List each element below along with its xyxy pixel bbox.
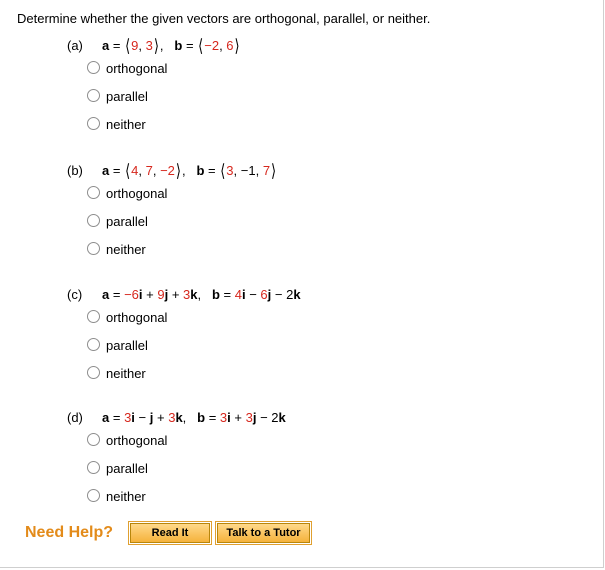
coefficient: 7	[145, 163, 153, 178]
equation-text: ,	[138, 163, 146, 178]
equation-text: +	[168, 287, 184, 302]
coefficient: 3	[226, 163, 234, 178]
option-label[interactable]: orthogonal	[106, 310, 168, 326]
option-label[interactable]: neither	[106, 117, 146, 133]
option-label[interactable]: parallel	[106, 461, 148, 477]
radio-button[interactable]	[87, 186, 100, 199]
radio-button[interactable]	[87, 61, 100, 74]
coefficient: 3	[183, 287, 191, 302]
radio-button[interactable]	[87, 489, 100, 502]
vector-symbol: b	[197, 410, 206, 425]
coefficient: 3	[219, 410, 228, 425]
vector-symbol: a	[102, 38, 110, 53]
question-text: Determine whether the given vectors are orthogonal, parallel, or neither.	[17, 11, 431, 26]
vector-symbol: j	[164, 287, 169, 302]
vector-symbol: b	[196, 163, 205, 178]
coefficient: 3	[145, 38, 153, 53]
coefficient: −6	[124, 287, 139, 302]
part-label: (d)	[67, 410, 83, 425]
vector-symbol: i	[241, 287, 246, 302]
option-label[interactable]: parallel	[106, 89, 148, 105]
option-label[interactable]: neither	[106, 366, 146, 382]
option-label[interactable]: parallel	[106, 338, 148, 354]
vector-symbol: a	[102, 410, 110, 425]
vector-symbol: b	[174, 38, 183, 53]
equation-text: ⟨	[220, 160, 226, 181]
answer-option[interactable]	[87, 116, 146, 134]
need-help-label: Need Help?	[25, 524, 114, 541]
equation-text: −	[134, 410, 150, 425]
equation-text: ,	[219, 38, 227, 53]
radio-button[interactable]	[87, 366, 100, 379]
vector-equation	[67, 35, 587, 56]
answer-option[interactable]	[87, 213, 148, 231]
answer-option[interactable]	[87, 365, 146, 383]
vector-symbol: k	[175, 410, 183, 425]
radio-button[interactable]	[87, 310, 100, 323]
equation-text: =	[109, 163, 125, 178]
vector-symbol: j	[267, 287, 272, 302]
coefficient: 9	[131, 38, 139, 53]
option-label[interactable]: orthogonal	[106, 61, 168, 77]
equation-text: ,	[181, 163, 197, 178]
answer-option[interactable]	[87, 88, 148, 106]
equation-text: ,	[159, 38, 175, 53]
equation-text: =	[219, 287, 235, 302]
equation-text: −	[245, 287, 261, 302]
part-label: (b)	[67, 163, 83, 178]
vector-symbol: k	[278, 410, 286, 425]
option-label[interactable]: orthogonal	[106, 433, 168, 449]
equation-text: ,	[182, 410, 198, 425]
option-label[interactable]: orthogonal	[106, 186, 168, 202]
answer-option[interactable]	[87, 309, 167, 327]
radio-button[interactable]	[87, 117, 100, 130]
radio-button[interactable]	[87, 433, 100, 446]
talk-to-tutor-button[interactable]: Talk to a Tutor	[217, 523, 310, 543]
answer-option[interactable]	[87, 185, 167, 203]
equation-text: +	[230, 410, 246, 425]
radio-button[interactable]	[87, 89, 100, 102]
equation-text: =	[109, 287, 125, 302]
coefficient: −2	[160, 163, 175, 178]
answer-option[interactable]	[87, 488, 146, 506]
coefficient: 3	[168, 410, 176, 425]
radio-button[interactable]	[87, 338, 100, 351]
radio-button[interactable]	[87, 214, 100, 227]
coefficient: −2	[204, 38, 220, 53]
vector-symbol: i	[138, 287, 143, 302]
coefficient: 7	[262, 163, 271, 178]
equation-text: ⟩	[153, 35, 159, 56]
equation-text: − 2	[271, 287, 294, 302]
vector-symbol: b	[211, 287, 220, 302]
read-it-button[interactable]: Read It	[130, 523, 210, 543]
answer-option[interactable]	[87, 60, 167, 78]
option-label[interactable]: neither	[106, 242, 146, 258]
question-part	[67, 287, 587, 382]
equation-text: +	[142, 287, 158, 302]
vector-equation	[67, 287, 587, 305]
equation-text: =	[182, 38, 198, 53]
equation-text: +	[153, 410, 169, 425]
answer-option[interactable]	[87, 432, 167, 450]
part-label: (c)	[67, 287, 83, 302]
question-part	[67, 35, 587, 133]
coefficient: 6	[260, 287, 268, 302]
vector-symbol: k	[293, 287, 301, 302]
vector-symbol: k	[190, 287, 198, 302]
question-part	[67, 410, 587, 505]
equation-text: ⟩	[271, 160, 277, 181]
answer-option[interactable]	[87, 460, 148, 478]
answer-option[interactable]	[87, 241, 146, 259]
equation-text: − 2	[256, 410, 279, 425]
coefficient: 9	[157, 287, 165, 302]
equation-text: ⟨	[198, 35, 204, 56]
coefficient: 3	[124, 410, 132, 425]
option-label[interactable]: parallel	[106, 214, 148, 230]
equation-text: =	[109, 410, 125, 425]
equation-text: ,	[138, 38, 146, 53]
question-part	[67, 160, 587, 258]
vector-equation	[67, 410, 587, 428]
equation-text: =	[205, 410, 220, 425]
radio-button[interactable]	[87, 461, 100, 474]
equation-text: , −1,	[233, 163, 263, 178]
radio-button[interactable]	[87, 242, 100, 255]
equation-text: ,	[152, 163, 161, 178]
vector-symbol: i	[227, 410, 231, 425]
coefficient: 6	[226, 38, 234, 53]
vector-equation	[67, 160, 587, 181]
vector-symbol: i	[131, 410, 135, 425]
vector-symbol: a	[102, 163, 110, 178]
coefficient: 4	[131, 163, 139, 178]
equation-text: ⟩	[175, 160, 181, 181]
equation-text: ⟨	[125, 160, 131, 181]
vector-symbol: a	[102, 287, 110, 302]
coefficient: 3	[245, 410, 253, 425]
vector-symbol: j	[149, 410, 154, 425]
vector-symbol: j	[252, 410, 257, 425]
equation-text: ⟨	[125, 35, 131, 56]
part-label: (a)	[67, 38, 83, 53]
equation-text: ,	[197, 287, 212, 302]
coefficient: 4	[234, 287, 242, 302]
option-label[interactable]: neither	[106, 489, 146, 505]
answer-option[interactable]	[87, 337, 148, 355]
equation-text: ⟩	[234, 35, 240, 56]
equation-text: =	[109, 38, 125, 53]
equation-text: =	[204, 163, 220, 178]
